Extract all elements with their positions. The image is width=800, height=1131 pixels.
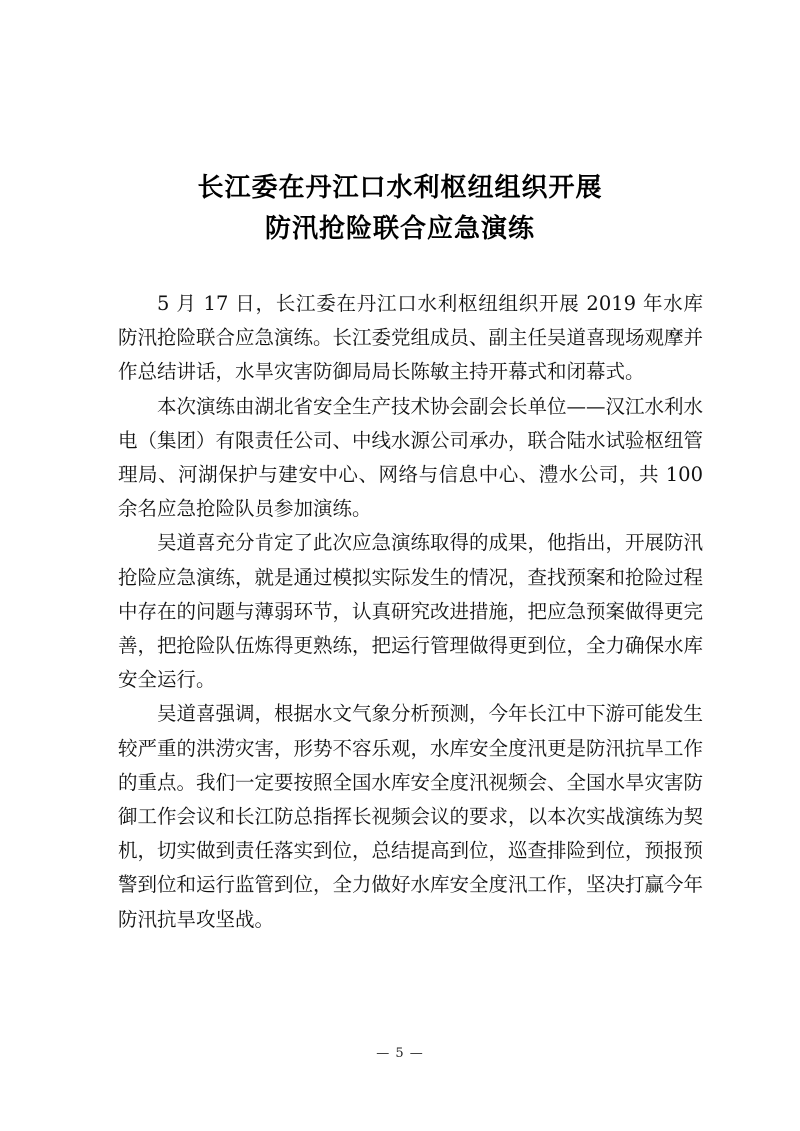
paragraph-4: 吴道喜强调，根据水文气象分析预测，今年长江中下游可能发生较严重的洪涝灾害，形势不容乐观，水库安全度汛更是防汛抗旱工作的重点。我们一定要按照全国水库安全度汛视频会、全国水旱灾害防御工作会议和长江防总指挥长视频会议的要求，以本次实战演练为契机，切实做到责任落实到位，总结提高到位，巡查排险到位，预报预警到位和运行监管到位，全力做好水库安全度汛工作，坚决打赢今年防汛抗旱攻坚战。 (118, 702, 704, 931)
paragraph-1: 5 月 17 日，长江委在丹江口水利枢纽组织开展 2019 年水库防汛抢险联合应急演练。长江委党组成员、副主任吴道喜现场观摩并作总结讲话，水旱灾害防御局局长陈敏主持开幕式和闭幕式。 (118, 292, 704, 384)
paragraph-2: 本次演练由湖北省安全生产技术协会副会长单位——汉江水利水电（集团）有限责任公司、中线水源公司承办，联合陆水试验枢纽管理局、河湖保护与建安中心、网络与信息中心、澧水公司，共 100余名应急抢险队员参加演练。 (118, 394, 704, 521)
document-title-line-1: 长江委在丹江口水利枢纽组织开展 (197, 173, 603, 203)
page-number: — 5 — (376, 1046, 424, 1061)
paragraph-3: 吴道喜充分肯定了此次应急演练取得的成果，他指出，开展防汛抢险应急演练，就是通过模拟实际发生的情况，查找预案和抢险过程中存在的问题与薄弱环节，认真研究改进措施，把应急预案做得更完善，把抢险队伍炼得更熟练，把运行管理做得更到位，全力确保水库安全运行。 (118, 531, 704, 692)
document-body (118, 287, 703, 937)
document-title-line-2: 防汛抢险联合应急演练 (264, 214, 535, 244)
